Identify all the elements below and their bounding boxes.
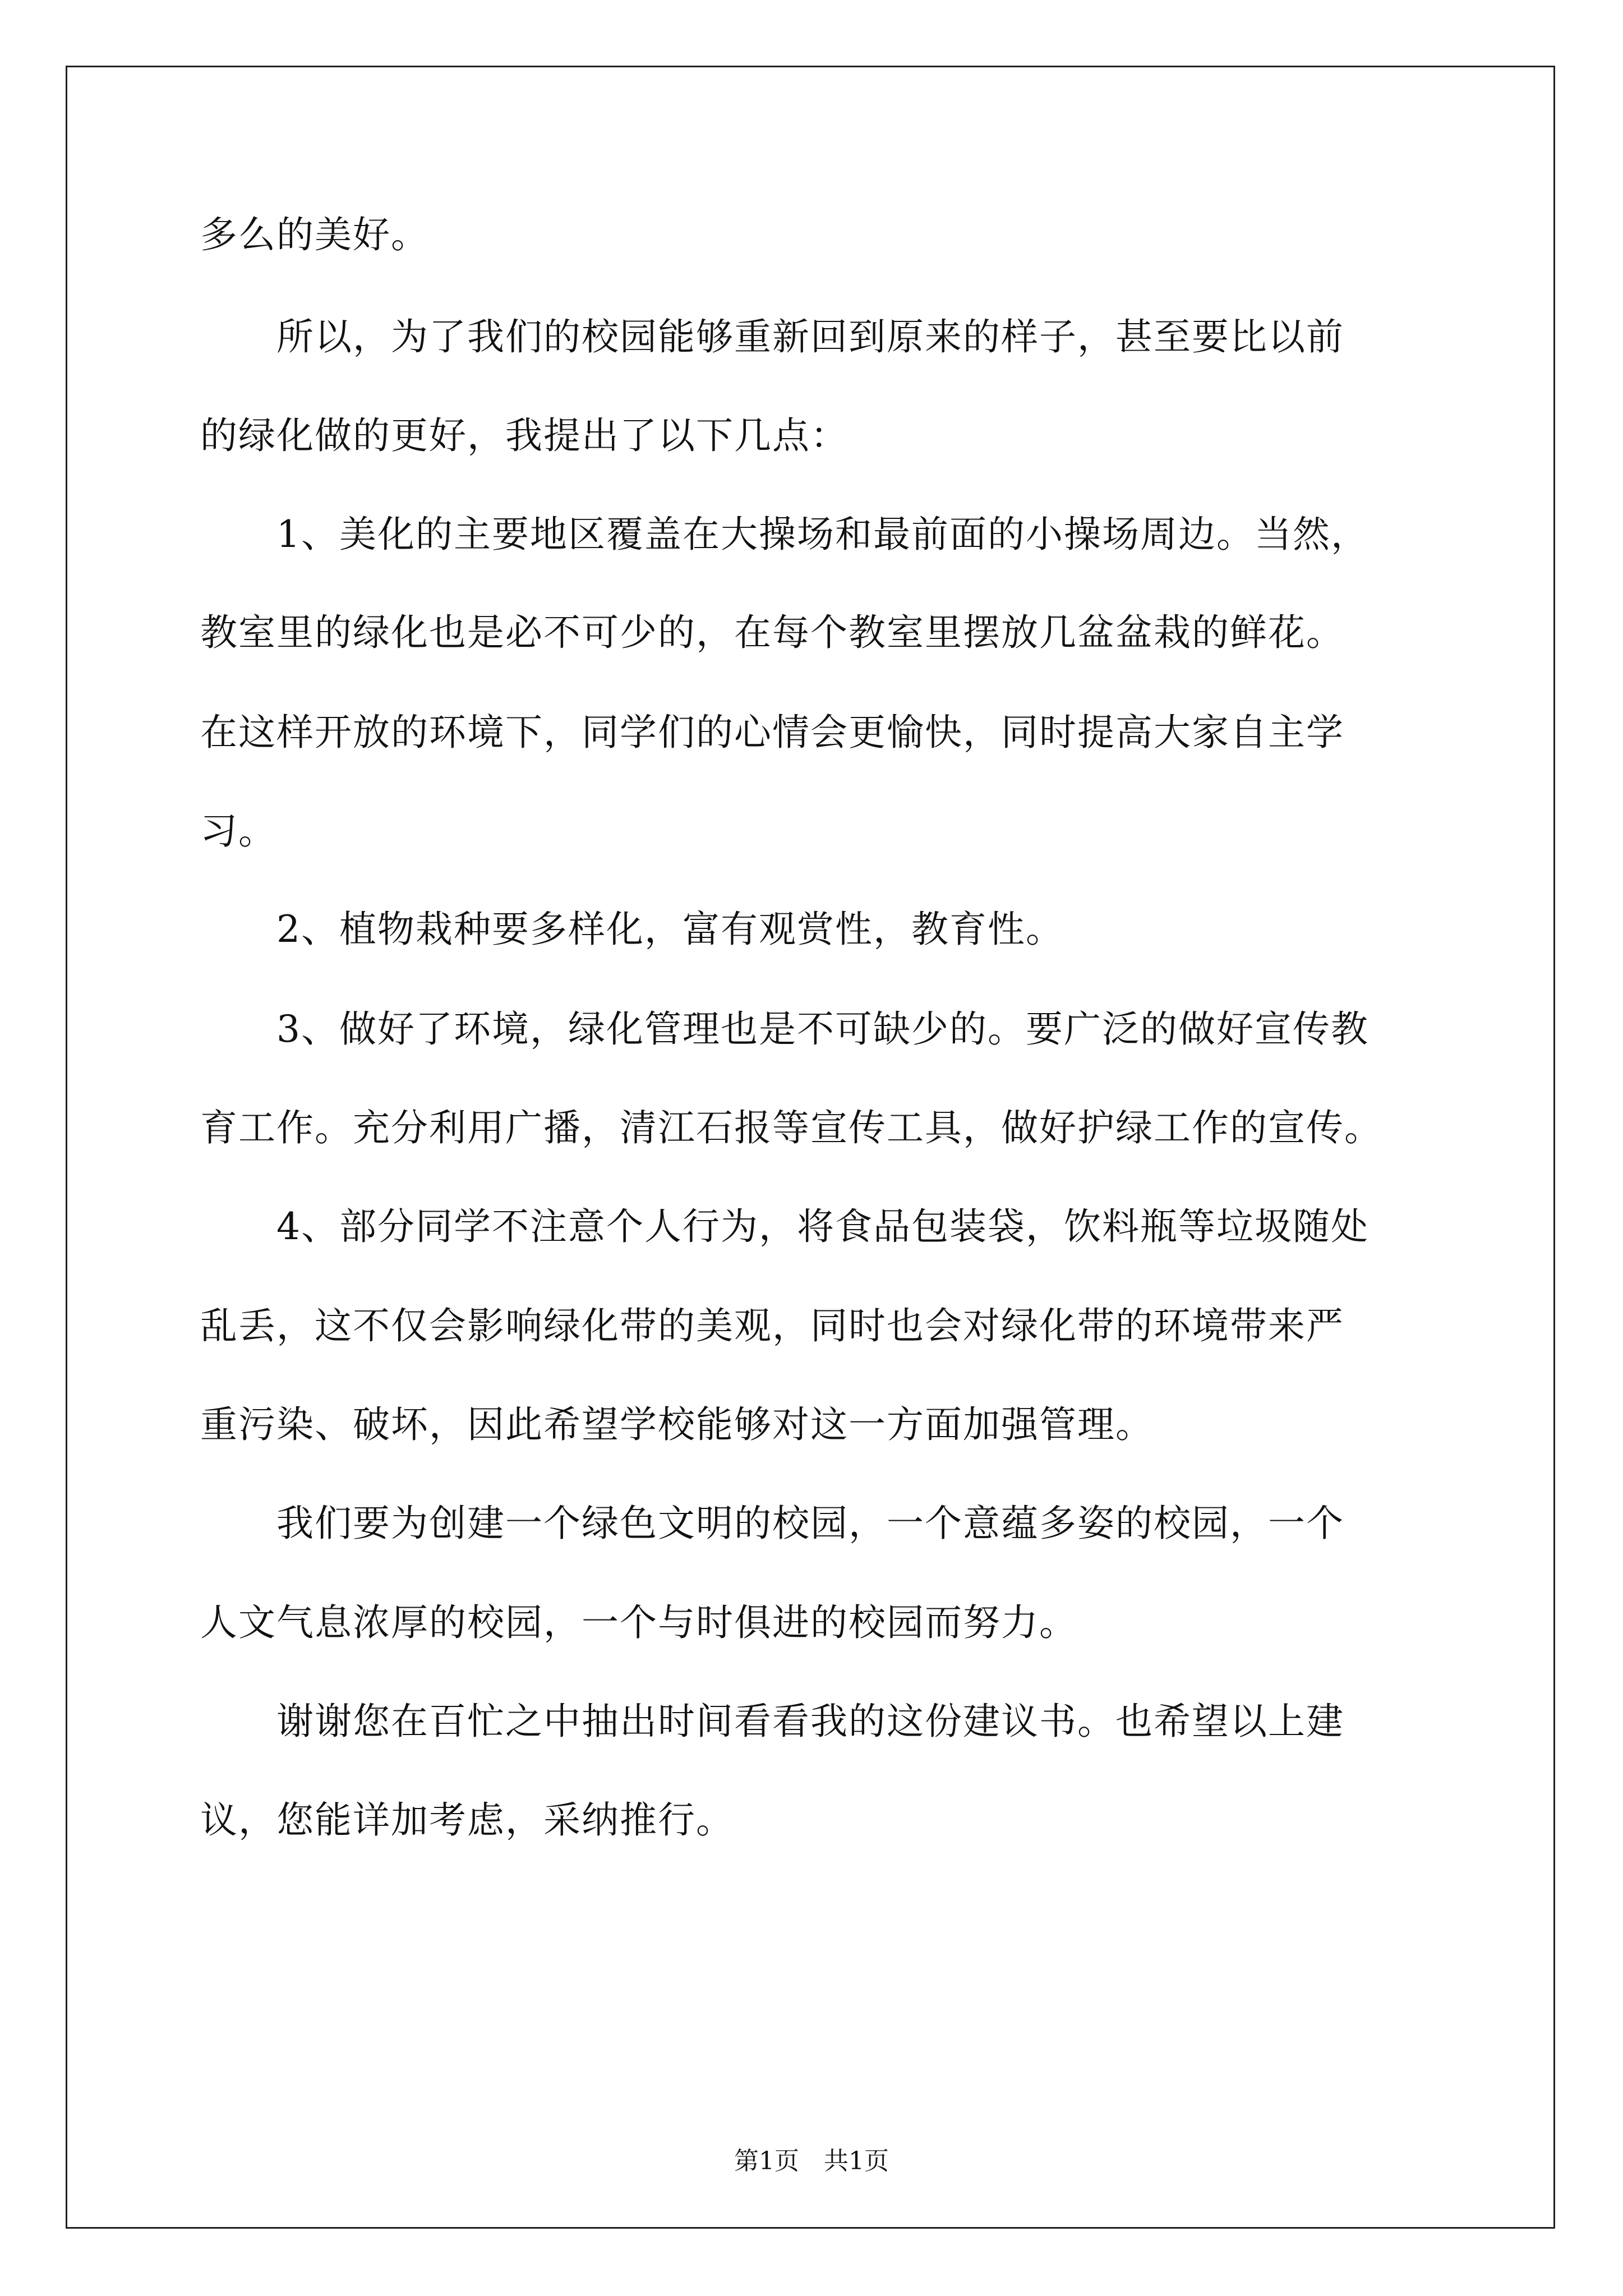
text-line: 乱丢，这不仅会影响绿化带的美观，同时也会对绿化带的环境带来严 (200, 1304, 1344, 1347)
text-line: 重污染、破坏，因此希望学校能够对这一方面加强管理。 (200, 1403, 1154, 1446)
text-line: 在这样开放的环境下，同学们的心情会更愉快，同时提高大家自主学 (200, 711, 1344, 754)
text-line: 谢谢您在百忙之中抽出时间看看我的这份建议书。也希望以上建 (200, 1700, 1344, 1743)
page-number: 第1页 共1页 (734, 2147, 889, 2175)
text-line: 人文气息浓厚的校园，一个与时俱进的校园而努力。 (200, 1601, 1077, 1644)
text-line: 所以，为了我们的校园能够重新回到原来的样子，甚至要比以前 (200, 315, 1344, 358)
text-line: 4、部分同学不注意个人行为，将食品包装袋，饮料瓶等垃圾随处 (200, 1205, 1369, 1248)
text-line: 议，您能详加考虑，采纳推行。 (200, 1798, 734, 1842)
text-line: 2、植物栽种要多样化，富有观赏性，教育性。 (200, 908, 1064, 951)
text-line: 1、美化的主要地区覆盖在大操场和最前面的小操场周边。当然， (200, 513, 1369, 556)
text-line: 我们要为创建一个绿色文明的校园，一个意蕴多姿的校园，一个 (200, 1502, 1344, 1545)
text-line: 3、做好了环境，绿化管理也是不可缺少的。要广泛的做好宣传教 (200, 1007, 1369, 1051)
text-line: 的绿化做的更好，我提出了以下几点： (200, 414, 849, 457)
text-line: 习。 (200, 809, 276, 853)
text-line: 教室里的绿化也是必不可少的，在每个教室里摆放几盆盆栽的鲜花。 (200, 611, 1344, 654)
text-line: 多么的美好。 (200, 213, 429, 256)
text-line: 育工作。充分利用广播，清江石报等宣传工具，做好护绿工作的宣传。 (200, 1106, 1382, 1149)
